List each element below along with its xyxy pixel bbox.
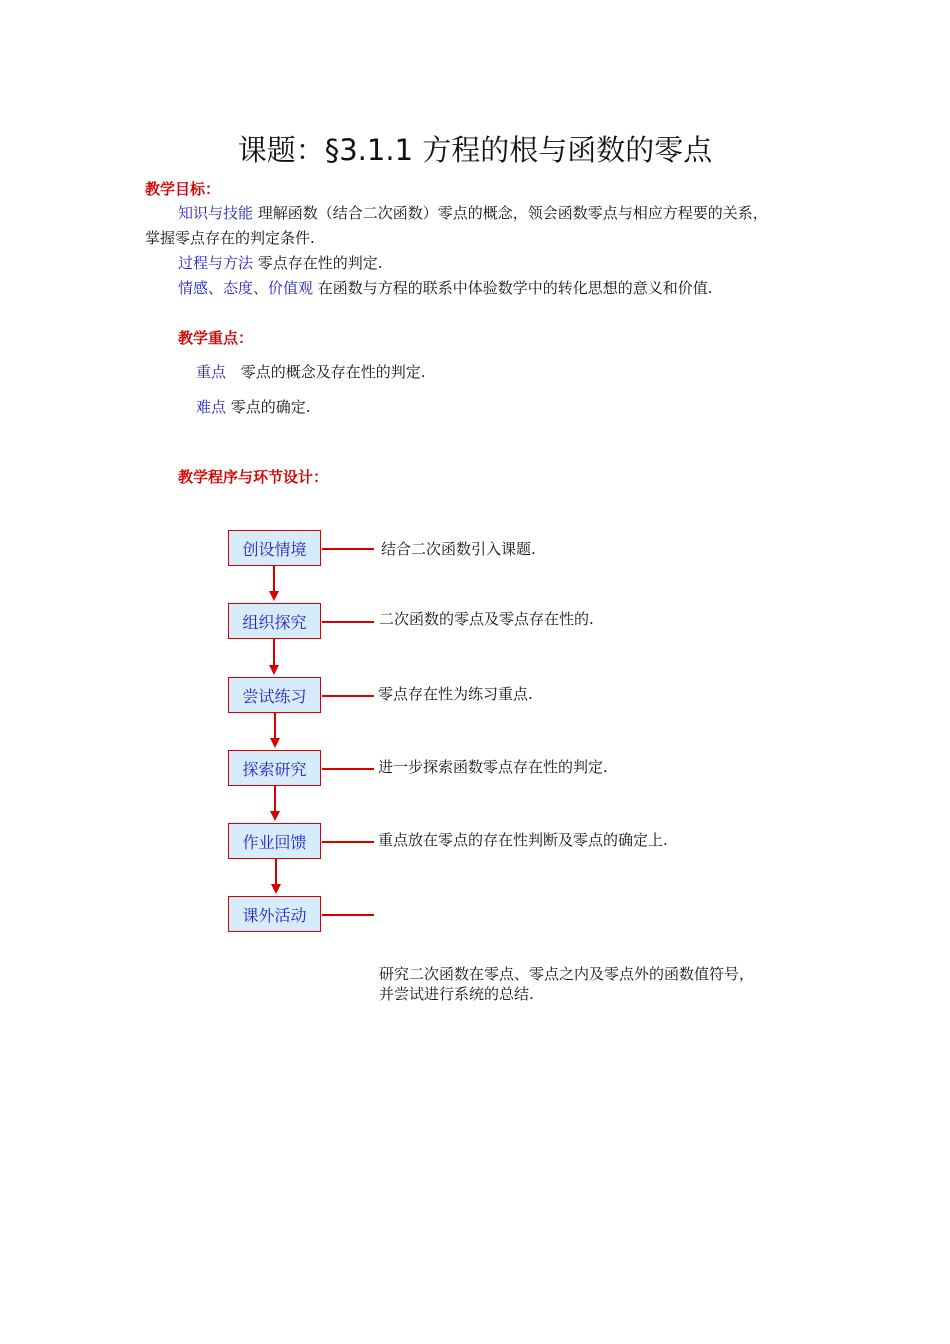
flow-step-box: 作业回馈 <box>228 823 321 859</box>
flow-step-description: 零点存在性为练习重点. <box>378 685 533 703</box>
flow-step-description: 重点放在零点的存在性判断及零点的确定上. <box>378 831 668 849</box>
flow-connector <box>322 695 374 697</box>
flow-footer-line: 并尝试进行系统的总结. <box>379 985 534 1003</box>
objective-emotion <box>178 277 713 298</box>
flow-arrow-head <box>270 738 280 748</box>
key-point-difficulty <box>196 396 311 417</box>
flow-step-box: 组织探究 <box>228 603 321 639</box>
flow-arrow-shaft <box>275 859 277 885</box>
key-point-text: 零点的确定. <box>230 398 311 416</box>
flow-arrow-head <box>269 591 279 601</box>
objective-text: 在函数与方程的联系中体验数学中的转化思想的意义和价值. <box>317 279 713 297</box>
objectives-heading: 教学目标： <box>145 180 221 198</box>
objective-text: 理解函数（结合二次函数）零点的概念，领会函数零点与相应方程要的关系， <box>257 204 768 222</box>
key-point-label: 重点 <box>196 363 227 381</box>
procedure-heading: 教学程序与环节设计： <box>178 468 329 486</box>
flow-arrow-head <box>269 665 279 675</box>
flow-arrow-shaft <box>274 786 276 812</box>
key-point-text: 零点的概念及存在性的判定. <box>240 363 426 381</box>
objective-knowledge-continuation: 掌握零点存在的判定条件. <box>145 229 315 247</box>
flow-arrow-head <box>271 884 281 894</box>
flow-connector <box>322 621 374 623</box>
objective-text: 零点存在性的判定. <box>257 254 383 272</box>
flow-step-box: 探索研究 <box>228 750 321 786</box>
objective-process <box>178 252 383 273</box>
key-point-label: 难点 <box>196 398 227 416</box>
flow-arrow-shaft <box>274 713 276 739</box>
key-point-focus <box>196 361 426 382</box>
flow-step-description: 结合二次函数引入课题. <box>381 540 536 558</box>
flow-step-description: 进一步探索函数零点存在性的判定. <box>378 758 608 776</box>
flow-arrow-shaft <box>273 566 275 592</box>
flow-footer-line: 研究二次函数在零点、零点之内及零点外的函数值符号， <box>379 965 755 983</box>
objective-label: 过程与方法 <box>178 254 254 272</box>
flow-step-box: 课外活动 <box>228 896 321 932</box>
flow-arrow-shaft <box>273 639 275 666</box>
flow-connector <box>322 841 374 843</box>
objective-knowledge <box>178 202 768 223</box>
page-title: 课题：§3.1.1 方程的根与函数的零点 <box>237 133 713 167</box>
flow-arrow-head <box>270 811 280 821</box>
flow-connector <box>322 914 374 916</box>
objective-label: 知识与技能 <box>178 204 254 222</box>
flow-step-description: 二次函数的零点及零点存在性的. <box>379 610 594 628</box>
key-points-heading: 教学重点： <box>178 329 254 347</box>
flow-step-box: 创设情境 <box>228 530 321 566</box>
flow-connector <box>322 768 374 770</box>
flow-step-box: 尝试练习 <box>228 677 321 713</box>
objective-label: 情感、态度、价值观 <box>178 279 314 297</box>
flow-connector <box>322 548 374 550</box>
